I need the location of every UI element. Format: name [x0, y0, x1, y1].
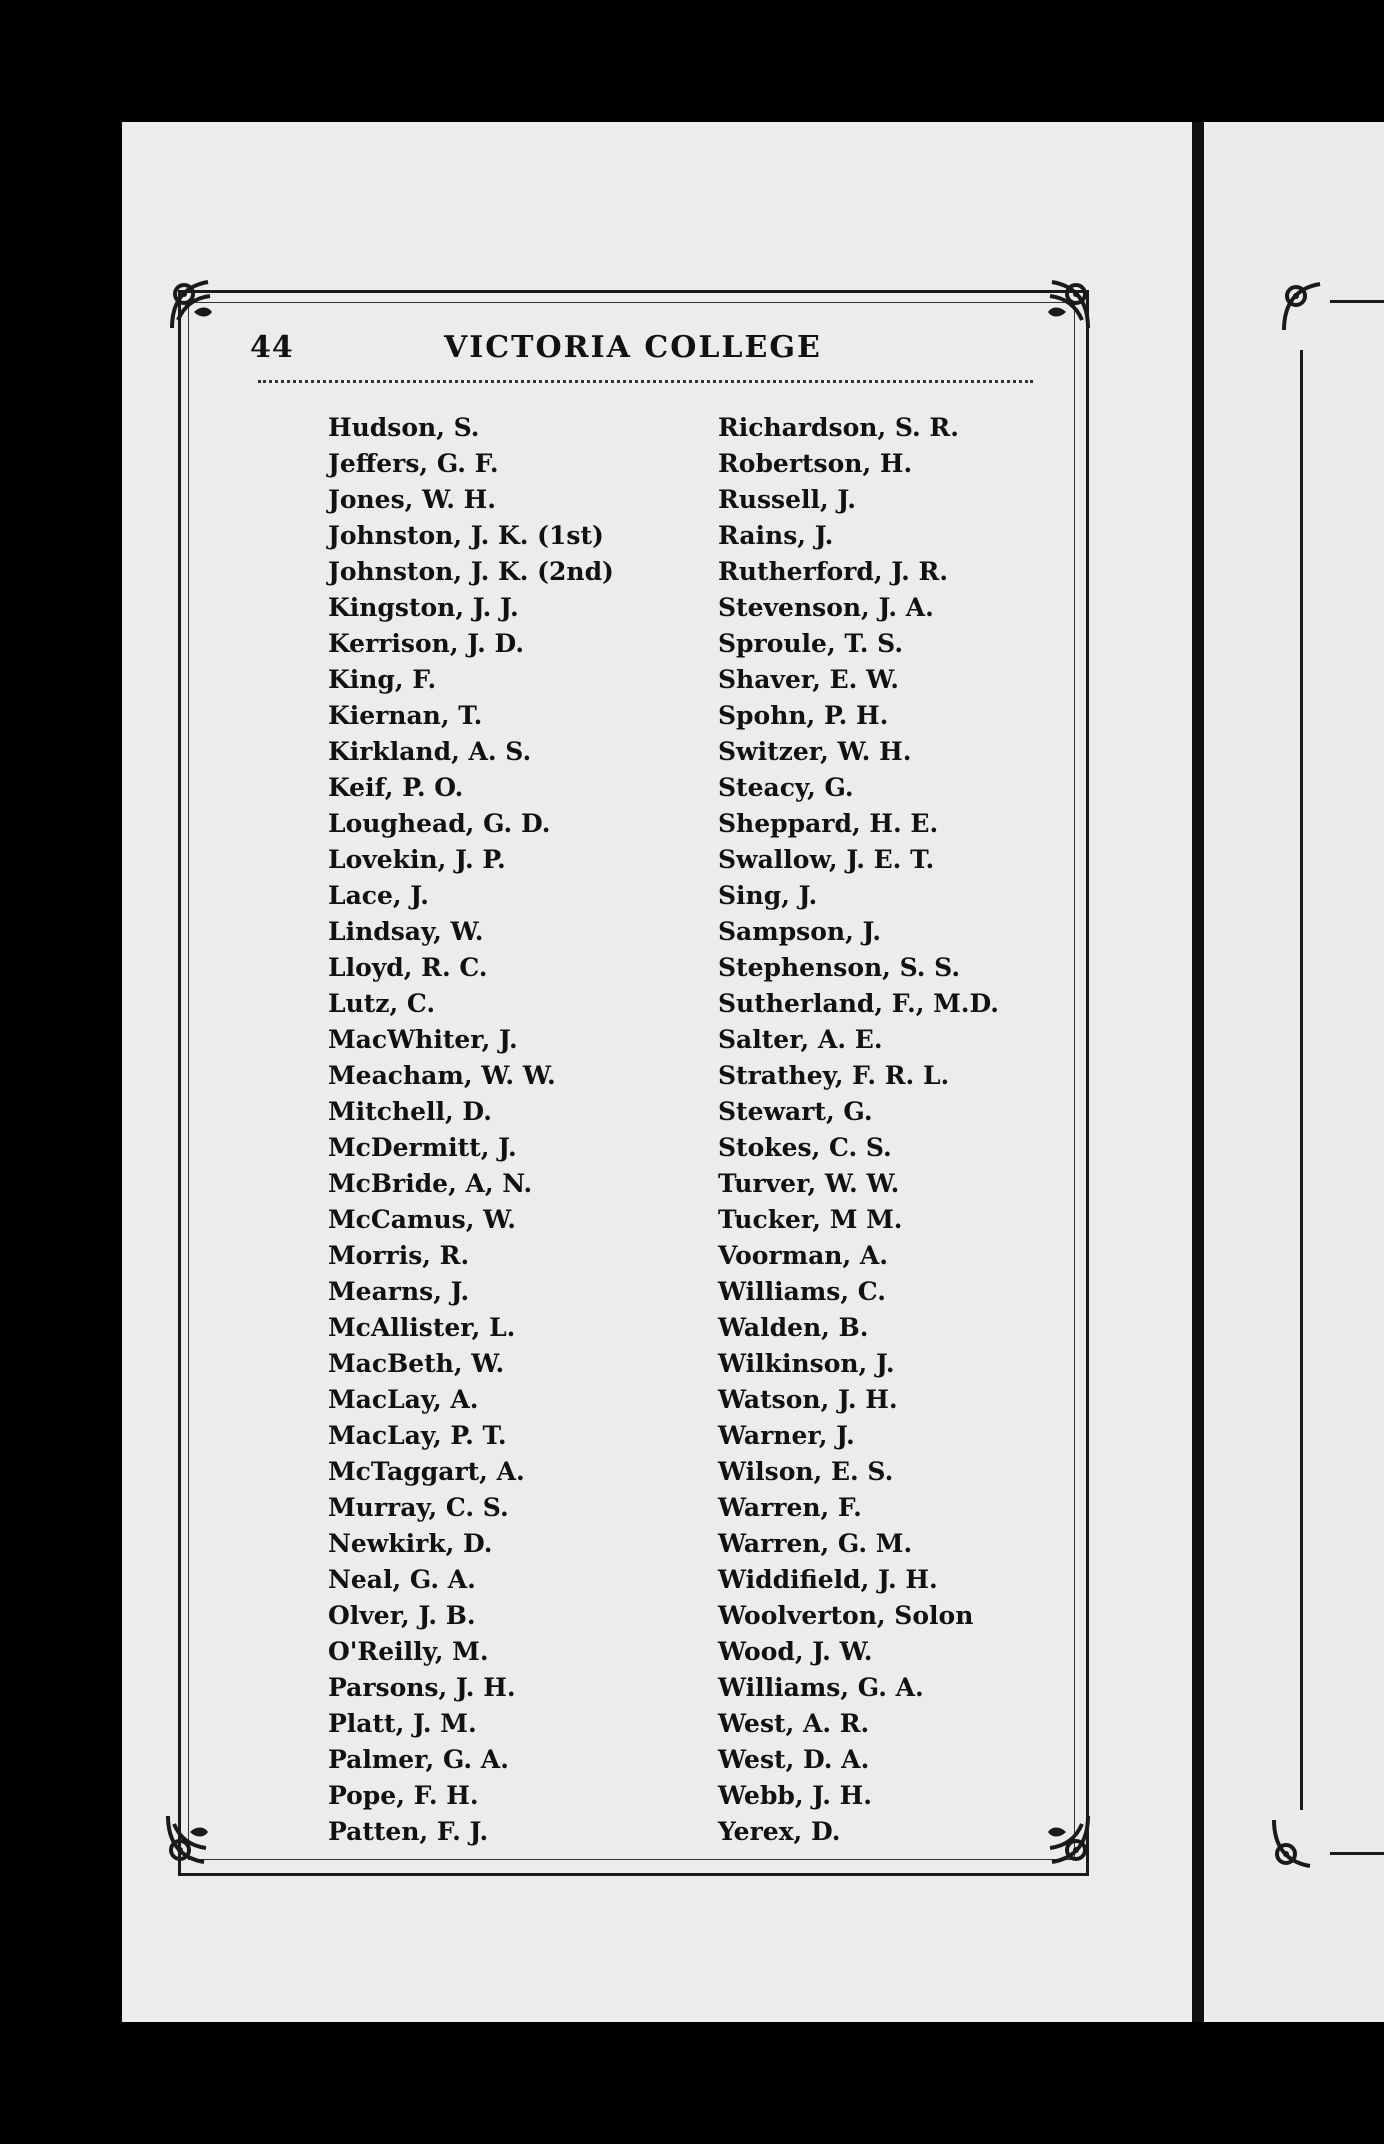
- corner-ornament-icon: [164, 272, 228, 336]
- name-entry: Spohn, P. H.: [718, 701, 889, 730]
- name-entry: Morris, R.: [328, 1241, 470, 1270]
- name-entry: Sheppard, H. E.: [718, 809, 939, 838]
- name-entry: Mearns, J.: [328, 1277, 470, 1306]
- name-entry: Stevenson, J. A.: [718, 593, 934, 622]
- name-entry: Johnston, J. K. (1st): [328, 521, 604, 550]
- running-head: VICTORIA COLLEGE: [444, 330, 822, 365]
- name-entry: Yerex, D.: [718, 1817, 841, 1846]
- name-entry: Webb, J. H.: [718, 1781, 872, 1810]
- name-entry: Wilson, E. S.: [718, 1457, 894, 1486]
- name-entry: Swallow, J. E. T.: [718, 845, 935, 874]
- adjacent-page-border: [1330, 1852, 1384, 1855]
- corner-ornament-icon: [1266, 1812, 1330, 1876]
- adjacent-page-border: [1300, 350, 1303, 1810]
- name-entry: Stokes, C. S.: [718, 1133, 892, 1162]
- name-entry: Sproule, T. S.: [718, 629, 904, 658]
- name-list-right: [718, 410, 999, 1850]
- name-entry: Stewart, G.: [718, 1097, 873, 1126]
- corner-ornament-icon: [160, 1808, 224, 1872]
- name-entry: Wood, J. W.: [718, 1637, 873, 1666]
- name-entry: West, A. R.: [718, 1709, 870, 1738]
- name-entry: Neal, G. A.: [328, 1565, 476, 1594]
- name-entry: Richardson, S. R.: [718, 413, 959, 442]
- name-entry: McDermitt, J.: [328, 1133, 517, 1162]
- name-entry: Kingston, J. J.: [328, 593, 519, 622]
- name-entry: Sampson, J.: [718, 917, 882, 946]
- name-entry: McAllister, L.: [328, 1313, 516, 1342]
- name-entry: McTaggart, A.: [328, 1457, 525, 1486]
- name-entry: Kerrison, J. D.: [328, 629, 525, 658]
- name-entry: Lovekin, J. P.: [328, 845, 506, 874]
- name-list-left: [328, 410, 614, 1850]
- name-entry: Voorman, A.: [718, 1241, 888, 1270]
- name-entry: Patten, F. J.: [328, 1817, 489, 1846]
- page-gutter: [1192, 122, 1204, 2022]
- name-entry: Warner, J.: [718, 1421, 855, 1450]
- name-entry: O'Reilly, M.: [328, 1637, 489, 1666]
- name-entry: Tucker, M M.: [718, 1205, 903, 1234]
- name-entry: Jones, W. H.: [328, 485, 496, 514]
- name-entry: Robertson, H.: [718, 449, 913, 478]
- name-entry: Kiernan, T.: [328, 701, 483, 730]
- dotted-rule: [258, 380, 1033, 383]
- name-entry: Stephenson, S. S.: [718, 953, 961, 982]
- name-entry: Walden, B.: [718, 1313, 869, 1342]
- name-entry: Rutherford, J. R.: [718, 557, 949, 586]
- name-entry: Newkirk, D.: [328, 1529, 493, 1558]
- name-entry: McBride, A, N.: [328, 1169, 533, 1198]
- corner-ornament-icon: [1276, 274, 1340, 338]
- name-entry: Watson, J. H.: [718, 1385, 898, 1414]
- name-entry: Warren, F.: [718, 1493, 862, 1522]
- name-entry: Sing, J.: [718, 881, 818, 910]
- name-entry: Kirkland, A. S.: [328, 737, 532, 766]
- name-entry: MacLay, P. T.: [328, 1421, 507, 1450]
- name-entry: King, F.: [328, 665, 437, 694]
- name-entry: Steacy, G.: [718, 773, 854, 802]
- name-entry: Lace, J.: [328, 881, 429, 910]
- name-entry: Shaver, E. W.: [718, 665, 899, 694]
- name-entry: Salter, A. E.: [718, 1025, 883, 1054]
- name-entry: Hudson, S.: [328, 413, 480, 442]
- name-entry: Keif, P. O.: [328, 773, 464, 802]
- name-entry: Lloyd, R. C.: [328, 953, 488, 982]
- corner-ornament-icon: [1032, 272, 1096, 336]
- name-entry: McCamus, W.: [328, 1205, 516, 1234]
- name-entry: Warren, G. M.: [718, 1529, 913, 1558]
- name-entry: Palmer, G. A.: [328, 1745, 509, 1774]
- name-entry: West, D. A.: [718, 1745, 870, 1774]
- name-entry: Turver, W. W.: [718, 1169, 900, 1198]
- name-entry: Lindsay, W.: [328, 917, 484, 946]
- name-entry: MacBeth, W.: [328, 1349, 505, 1378]
- name-entry: Switzer, W. H.: [718, 737, 912, 766]
- name-entry: Woolverton, Solon: [718, 1601, 974, 1630]
- name-entry: Meacham, W. W.: [328, 1061, 556, 1090]
- name-entry: Parsons, J. H.: [328, 1673, 516, 1702]
- corner-ornament-icon: [1032, 1808, 1096, 1872]
- name-entry: Williams, C.: [718, 1277, 886, 1306]
- name-entry: Sutherland, F., M.D.: [718, 989, 1000, 1018]
- name-entry: Platt, J. M.: [328, 1709, 477, 1738]
- name-entry: Olver, J. B.: [328, 1601, 476, 1630]
- name-entry: Strathey, F. R. L.: [718, 1061, 950, 1090]
- page-number: 44: [250, 330, 294, 365]
- name-entry: MacWhiter, J.: [328, 1025, 518, 1054]
- name-entry: Wilkinson, J.: [718, 1349, 895, 1378]
- name-entry: Murray, C. S.: [328, 1493, 509, 1522]
- name-entry: MacLay, A.: [328, 1385, 479, 1414]
- adjacent-page-edge: [1204, 122, 1384, 2022]
- name-entry: Mitchell, D.: [328, 1097, 492, 1126]
- name-entry: Loughead, G. D.: [328, 809, 551, 838]
- adjacent-page-border: [1330, 300, 1384, 303]
- name-entry: Russell, J.: [718, 485, 857, 514]
- name-entry: Lutz, C.: [328, 989, 436, 1018]
- name-entry: Johnston, J. K. (2nd): [328, 557, 614, 586]
- name-entry: Widdifield, J. H.: [718, 1565, 938, 1594]
- name-entry: Rains, J.: [718, 521, 834, 550]
- name-entry: Jeffers, G. F.: [328, 449, 499, 478]
- name-entry: Williams, G. A.: [718, 1673, 924, 1702]
- name-entry: Pope, F. H.: [328, 1781, 479, 1810]
